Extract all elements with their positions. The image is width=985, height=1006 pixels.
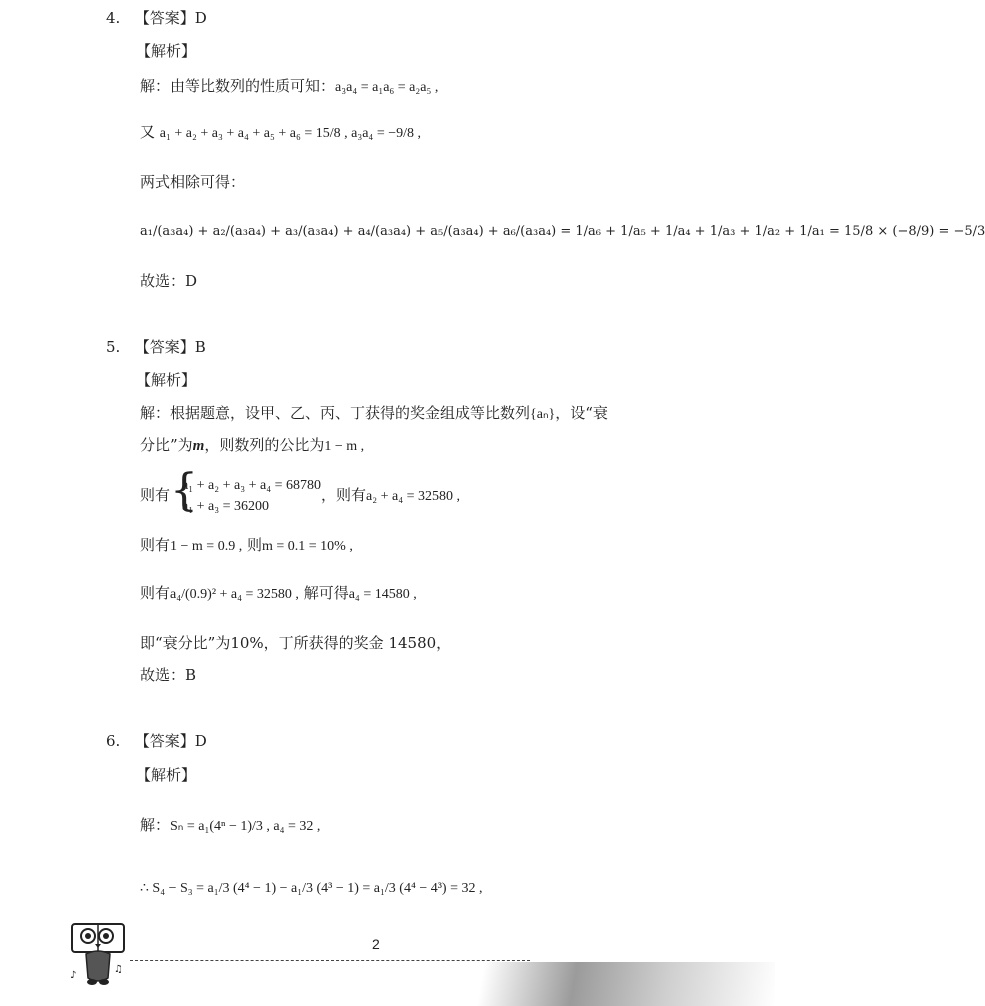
- q5-line1: [140, 403, 608, 425]
- q5-line2-m: m: [192, 438, 205, 454]
- q6-analysis-tag: 【解析】: [136, 766, 197, 784]
- q5-line2: [140, 435, 364, 457]
- q5-answer-tag: 【答案】B: [134, 338, 206, 356]
- q5-line1-text: 解：根据题意，设甲、乙、丙、丁获得的奖金组成等比数列: [140, 404, 531, 422]
- q5-line3-mid: ，则有: [320, 486, 366, 504]
- q4-line2: [140, 122, 421, 144]
- q5-line5: [140, 583, 417, 605]
- q4-line2-math: a₁ + a₂ + a₃ + a₄ + a₅ + a₆ = 15/8 , a₃a₄ = −9/8 ,: [159, 126, 421, 141]
- q5-line1-math: {aₙ}: [530, 407, 556, 422]
- owl-mascot-icon: [66, 918, 132, 990]
- q4-line4-math: a₁/(a₃a₄) + a₂/(a₃a₄) + a₃/(a₃a₄) + a₄/(a₃a₄) + a₅/(a₃a₄) + a₆/(a₃a₄) = 1/a₆ + 1/a₅ + 1/a₄ + 1/a₃ + 1/a₂ + 1/a₁ = 15/8 × (−8/9) = −5/3: [140, 224, 985, 239]
- q5-line6: 即“衰分比”为10%，丁所获得的奖金 14580，: [140, 634, 452, 652]
- q6-header: [106, 731, 207, 751]
- q4-answer-tag: 【答案】D: [134, 9, 207, 27]
- svg-text:♫: ♫: [114, 964, 123, 975]
- q5-line3: [140, 465, 460, 520]
- svg-text:♪: ♪: [70, 970, 77, 981]
- footer-page-curl: [410, 962, 775, 1006]
- q5-line4-mid: 则: [246, 536, 262, 554]
- q5-line2-ratio: 1 − m ,: [324, 439, 365, 454]
- q5-line2-text: 分比”为: [140, 436, 193, 454]
- q5-conclusion: 故选：B: [140, 666, 197, 684]
- q6-line1-prefix: 解：: [140, 816, 171, 834]
- q6-answer-tag: 【答案】D: [134, 732, 207, 750]
- q6-line2: [140, 877, 483, 899]
- page-number: 2: [372, 936, 380, 952]
- q6-number: 6.: [106, 732, 121, 750]
- q5-sys-row1: a₁ + a₂ + a₃ + a₄ = 68780: [182, 478, 321, 493]
- q5-line5-math2: a₄ = 14580 ,: [348, 587, 417, 602]
- q5-header: [106, 337, 206, 357]
- q5-line4-math1: 1 − m = 0.9 ,: [170, 539, 243, 554]
- q5-line5-prefix: 则有: [140, 584, 171, 602]
- q4-line1: [140, 76, 438, 98]
- q4-conclusion: 故选：D: [140, 272, 198, 290]
- q4-line1-text: 解：由等比数列的性质可知：: [140, 77, 336, 95]
- q5-line5-mid: 解可得: [303, 584, 349, 602]
- q5-line4: [140, 535, 353, 557]
- brace-icon: {: [170, 465, 199, 516]
- q5-line5-math: a₄/(0.9)² + a₄ = 32580 ,: [170, 587, 299, 602]
- q4-line2-prefix: 又: [140, 123, 156, 141]
- q6-line1: [140, 815, 320, 837]
- q4-line3: 两式相除可得：: [140, 173, 246, 191]
- q5-line2-mid: ，则数列的公比为: [204, 436, 325, 454]
- q4-analysis-tag: 【解析】: [136, 42, 197, 60]
- q5-sys-row2: a₁ + a₃ = 36200: [182, 499, 269, 514]
- q6-line1-math: Sₙ = a₁(4ⁿ − 1)/3 , a₄ = 32 ,: [170, 819, 321, 834]
- q5-line4-math2: m = 0.1 = 10% ,: [262, 539, 353, 554]
- q5-analysis-tag: 【解析】: [136, 371, 197, 389]
- q5-line3-math: a₂ + a₄ = 32580 ,: [366, 489, 460, 504]
- q4-number: 4.: [106, 9, 121, 27]
- q6-line2-math: ∴ S₄ − S₃ = a₁/3 (4⁴ − 1) − a₁/3 (4³ − 1) = a₁/3 (4⁴ − 4³) = 32 ,: [140, 881, 483, 896]
- q5-line1-tail: ，设“衰: [555, 404, 608, 422]
- q5-line4-prefix: 则有: [140, 536, 171, 554]
- q5-number: 5.: [106, 338, 121, 356]
- q4-header: [106, 8, 207, 28]
- footer-divider: [130, 960, 530, 961]
- q4-line1-math: a₃a₄ = a₁a₆ = a₂a₅ ,: [335, 80, 439, 95]
- q5-line3-prefix: 则有: [140, 486, 171, 504]
- q5-equation-system: [170, 465, 321, 517]
